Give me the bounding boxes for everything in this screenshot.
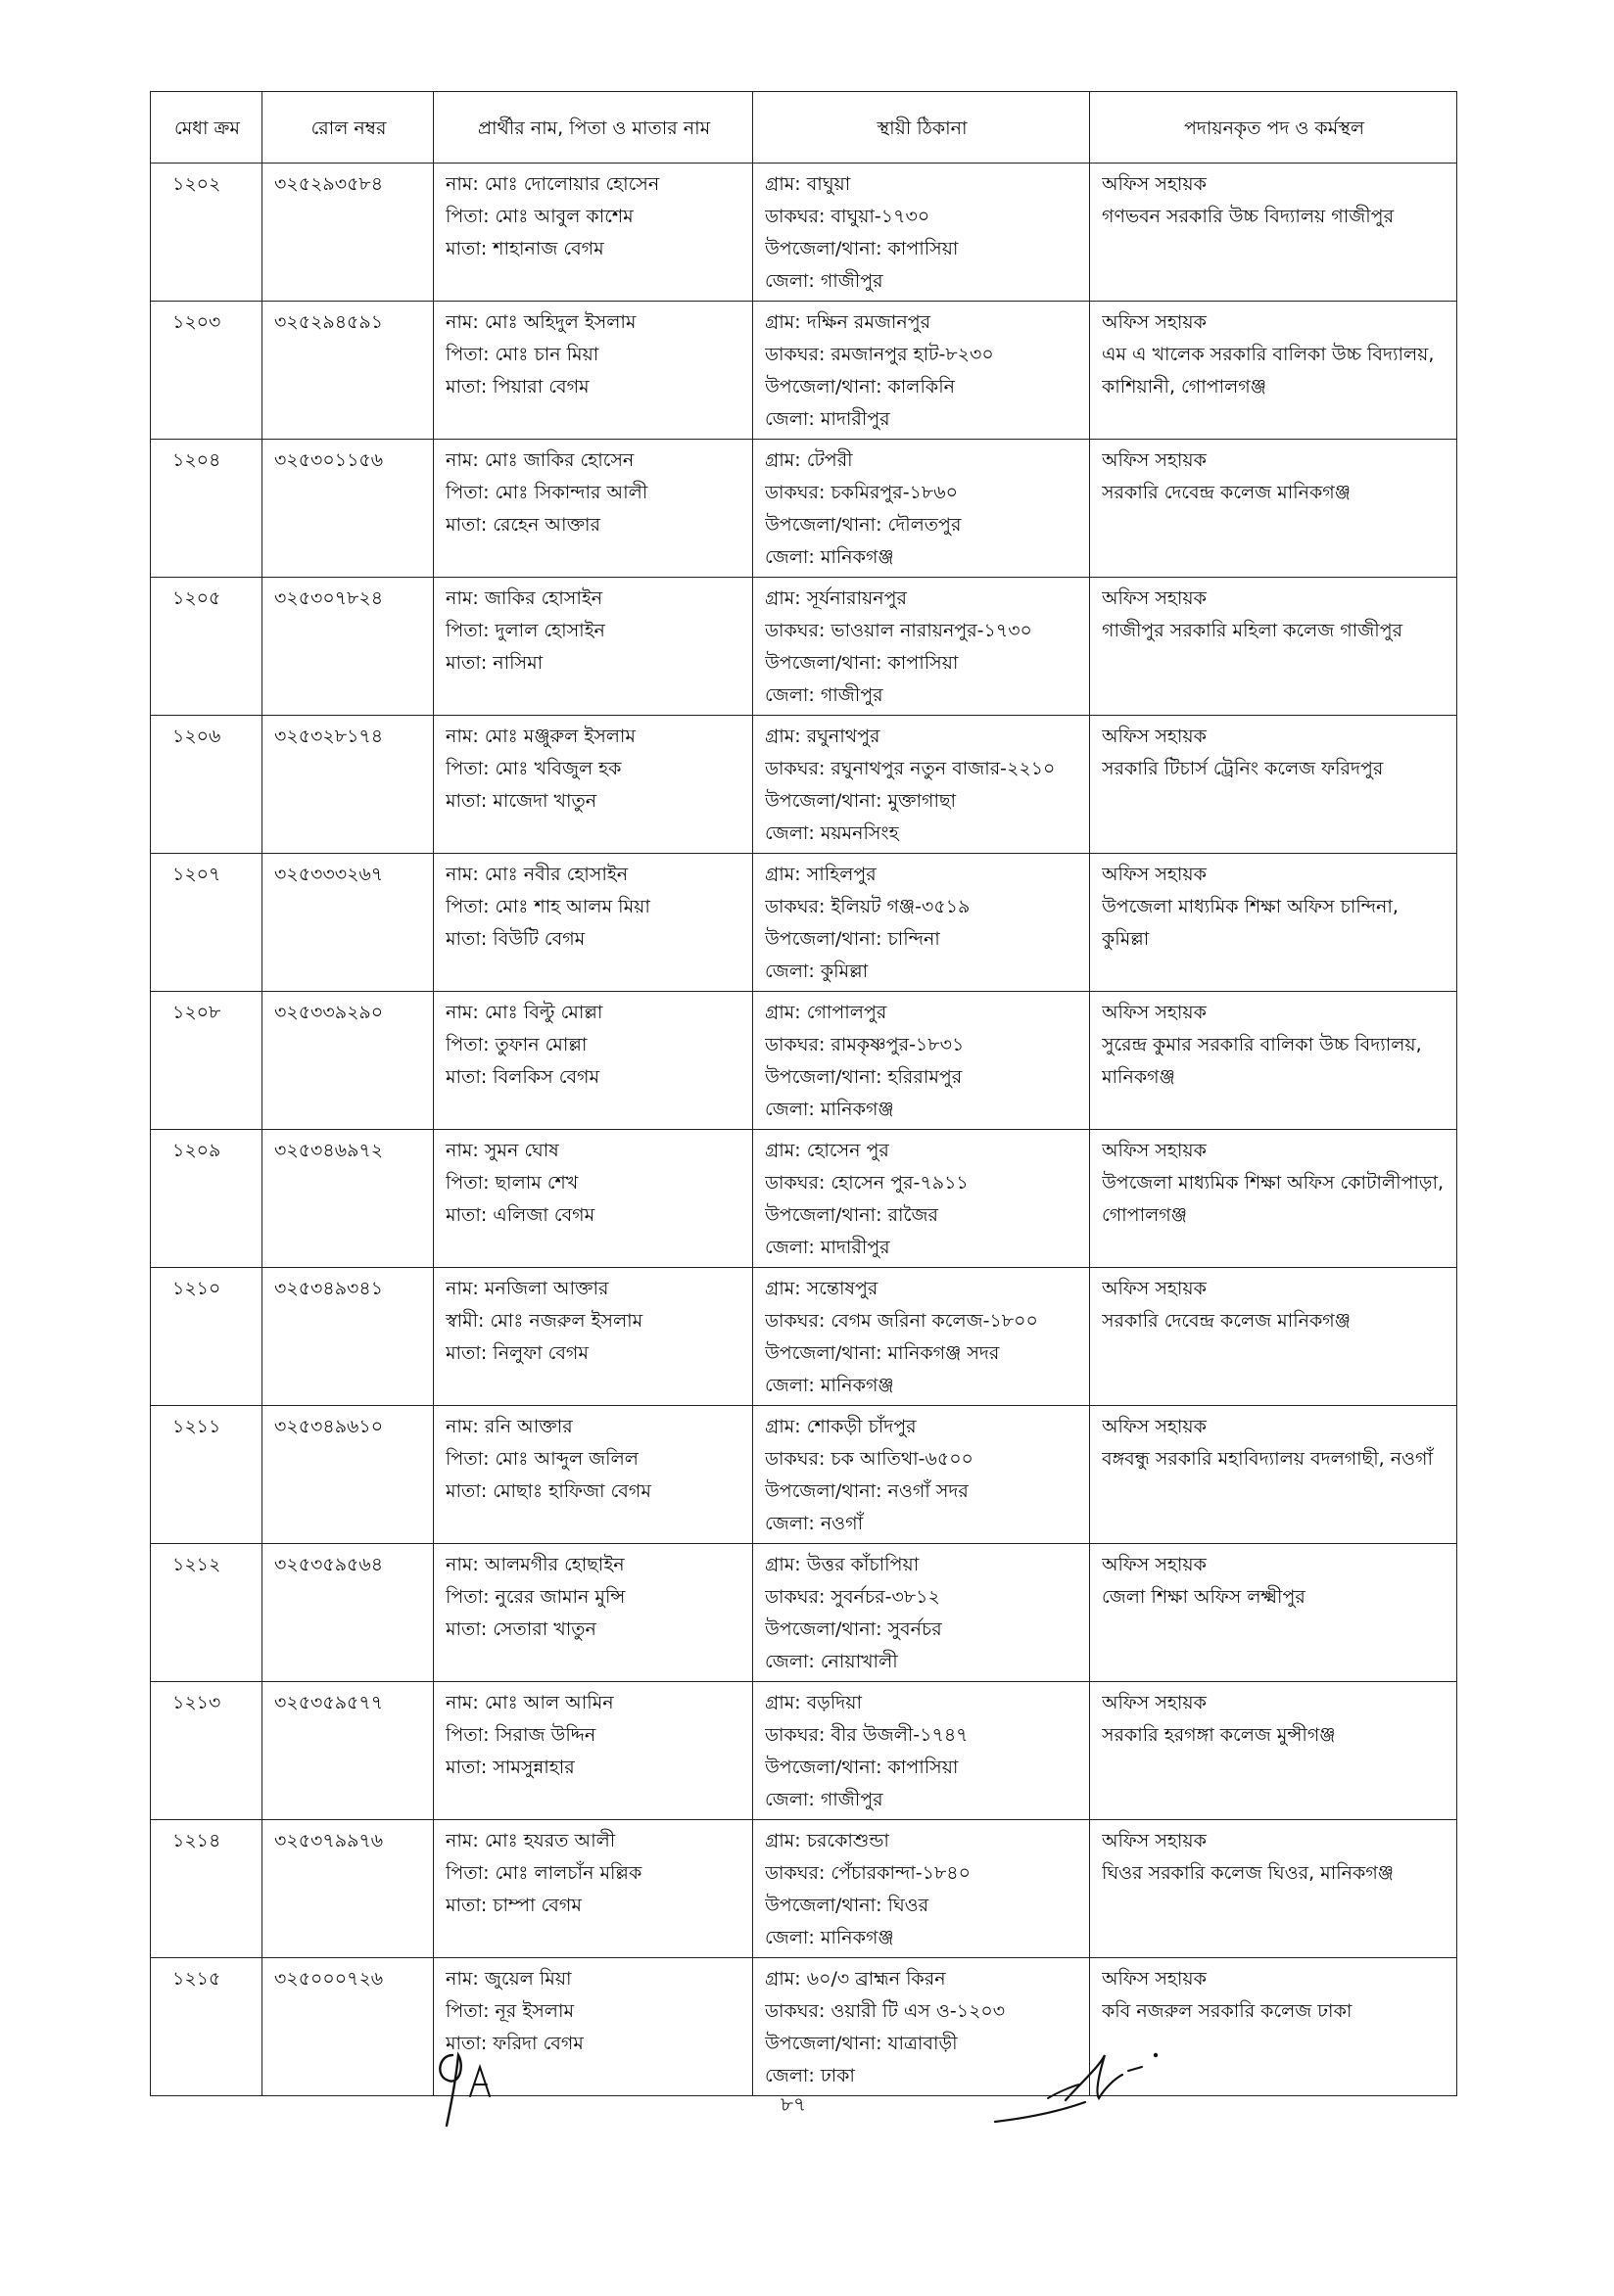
address-village: গ্রাম: সূর্যনারায়নপুর xyxy=(765,587,907,609)
candidate-name: নাম: মোঃ নবীর হোসাইন xyxy=(446,864,629,885)
header-address: স্থায়ী ঠিকানা xyxy=(753,92,1090,164)
permanent-address-cell xyxy=(753,578,1090,716)
address-district: জেলা: কুমিল্লা xyxy=(765,961,869,982)
merit-serial: ১২০২ xyxy=(151,164,262,302)
mother-name: মাতা: নাসিমা xyxy=(446,652,544,674)
address-post-office: ডাকঘর: রামকৃষ্ণপুর-১৮৩১ xyxy=(765,1034,965,1055)
table-row xyxy=(151,992,1457,1130)
roll-number: ৩২৫২৯৩৫৮৪ xyxy=(262,164,434,302)
table-row xyxy=(151,578,1457,716)
posting-workplace: উপজেলা মাধ্যমিক শিক্ষা অফিস চান্দিনা, কুমিল্লা xyxy=(1102,896,1399,950)
posting-workplace: জেলা শিক্ষা অফিস লক্ষ্মীপুর xyxy=(1102,1586,1305,1608)
posting-workplace: কবি নজরুল সরকারি কলেজ ঢাকা xyxy=(1102,2000,1353,2022)
address-village: গ্রাম: বড়দিয়া xyxy=(765,1692,862,1713)
candidate-name: নাম: আলমগীর হোছাইন xyxy=(446,1554,625,1575)
table-row xyxy=(151,440,1457,578)
candidate-names-cell xyxy=(434,1820,753,1958)
posting-designation: অফিস সহায়ক xyxy=(1102,449,1207,471)
merit-serial: ১২০৫ xyxy=(151,578,262,716)
address-village: গ্রাম: ৬০/৩ ব্রাহ্মন কিরন xyxy=(765,1968,946,1990)
candidate-name: নাম: মনজিলা আক্তার xyxy=(446,1278,609,1299)
roll-number: ৩২৫০০০৭২৬ xyxy=(262,1958,434,2096)
father-or-husband-name: পিতা: মোঃ শাহ আলম মিয়া xyxy=(446,896,650,917)
mother-name: মাতা: মাজেদা খাতুন xyxy=(446,790,597,812)
posting-workplace: সরকারি দেবেন্দ্র কলেজ মানিকগঞ্জ xyxy=(1102,482,1351,503)
permanent-address-cell xyxy=(753,1544,1090,1682)
address-district: জেলা: ময়মনসিংহ xyxy=(765,822,899,844)
roll-number: ৩২৫৩৩৩২৬৭ xyxy=(262,854,434,992)
permanent-address-cell xyxy=(753,302,1090,440)
posting-designation: অফিস সহায়ক xyxy=(1102,1416,1207,1437)
address-upazila: উপজেলা/থানা: ঘিওর xyxy=(765,1895,929,1916)
merit-serial: ১২১৪ xyxy=(151,1820,262,1958)
table-row xyxy=(151,1406,1457,1544)
table-row xyxy=(151,854,1457,992)
candidate-names-cell xyxy=(434,992,753,1130)
posting-cell xyxy=(1090,1820,1457,1958)
roll-number: ৩২৫৩৪৯৩৪১ xyxy=(262,1268,434,1406)
mother-name: মাতা: নিলুফা বেগম xyxy=(446,1342,589,1364)
candidate-names-cell xyxy=(434,1268,753,1406)
address-district: জেলা: ঢাকা xyxy=(765,2065,855,2086)
merit-serial: ১২১২ xyxy=(151,1544,262,1682)
address-post-office: ডাকঘর: ওয়ারী টি এস ও-১২০৩ xyxy=(765,2000,1006,2022)
roll-number: ৩২৫৩৫৯৫৭৭ xyxy=(262,1682,434,1820)
posting-cell xyxy=(1090,992,1457,1130)
table-row xyxy=(151,164,1457,302)
permanent-address-cell xyxy=(753,1820,1090,1958)
posting-workplace: উপজেলা মাধ্যমিক শিক্ষা অফিস কোটালীপাড়া, গোপালগঞ্জ xyxy=(1102,1172,1445,1226)
address-district: জেলা: গাজীপুর xyxy=(765,684,883,706)
posting-designation: অফিস সহায়ক xyxy=(1102,173,1207,195)
mother-name: মাতা: শাহানাজ বেগম xyxy=(446,238,604,259)
roll-number: ৩২৫৩৪৯৬১০ xyxy=(262,1406,434,1544)
merit-serial: ১২১১ xyxy=(151,1406,262,1544)
address-post-office: ডাকঘর: সুবর্নচর-৩৮১২ xyxy=(765,1586,940,1608)
address-post-office: ডাকঘর: ইলিয়ট গঞ্জ-৩৫১৯ xyxy=(765,896,971,917)
mother-name: মাতা: সেতারা খাতুন xyxy=(446,1618,596,1640)
father-or-husband-name: পিতা: মোঃ লালচাঁন মল্লিক xyxy=(446,1862,642,1884)
handwritten-signature xyxy=(989,2041,1185,2139)
table-row xyxy=(151,716,1457,854)
father-or-husband-name: পিতা: সিরাজ উদ্দিন xyxy=(446,1724,596,1746)
candidate-name: নাম: রনি আক্তার xyxy=(446,1416,573,1437)
appointment-table xyxy=(150,91,1457,2096)
address-post-office: ডাকঘর: পেঁচারকান্দা-১৮৪০ xyxy=(765,1862,971,1884)
candidate-name: নাম: মোঃ আল আমিন xyxy=(446,1692,614,1713)
roll-number: ৩২৫৩৪৬৯৭২ xyxy=(262,1130,434,1268)
address-village: গ্রাম: চরকোশুন্ডা xyxy=(765,1830,889,1851)
table-body xyxy=(151,164,1457,2096)
merit-serial: ১২০৪ xyxy=(151,440,262,578)
posting-workplace: বঙ্গবন্ধু সরকারি মহাবিদ্যালয় বদলগাছী, নওগাঁ xyxy=(1102,1448,1434,1470)
posting-cell xyxy=(1090,1268,1457,1406)
candidate-name: নাম: মোঃ জাকির হোসেন xyxy=(446,449,635,471)
merit-serial: ১২০৭ xyxy=(151,854,262,992)
address-upazila: উপজেলা/থানা: নওগাঁ সদর xyxy=(765,1480,969,1502)
header-names: প্রার্থীর নাম, পিতা ও মাতার নাম xyxy=(434,92,753,164)
mother-name: মাতা: ফরিদা বেগম xyxy=(446,2033,584,2054)
candidate-names-cell xyxy=(434,1682,753,1820)
candidate-name: নাম: মোঃ বিল্টু মোল্লা xyxy=(446,1002,603,1023)
address-post-office: ডাকঘর: চক আতিথা-৬৫০০ xyxy=(765,1448,973,1470)
header-serial: মেধা ক্রম xyxy=(151,92,262,164)
candidate-name: নাম: জুয়েল মিয়া xyxy=(446,1968,572,1990)
address-village: গ্রাম: গোপালপুর xyxy=(765,1002,887,1023)
permanent-address-cell xyxy=(753,164,1090,302)
posting-designation: অফিস সহায়ক xyxy=(1102,726,1207,747)
posting-designation: অফিস সহায়ক xyxy=(1102,1968,1207,1990)
merit-serial: ১২০৩ xyxy=(151,302,262,440)
table-row xyxy=(151,1820,1457,1958)
merit-serial: ১২০৮ xyxy=(151,992,262,1130)
father-or-husband-name: পিতা: নুরের জামান মুন্সি xyxy=(446,1586,626,1608)
posting-cell xyxy=(1090,1544,1457,1682)
address-upazila: উপজেলা/থানা: কাপাসিয়া xyxy=(765,1757,959,1778)
posting-workplace: সরকারি দেবেন্দ্র কলেজ মানিকগঞ্জ xyxy=(1102,1310,1351,1332)
address-upazila: উপজেলা/থানা: হরিরামপুর xyxy=(765,1066,963,1088)
posting-designation: অফিস সহায়ক xyxy=(1102,1830,1207,1851)
candidate-names-cell xyxy=(434,1130,753,1268)
roll-number: ৩২৫৩৭৯৯৭৬ xyxy=(262,1820,434,1958)
candidate-name: নাম: সুমন ঘোষ xyxy=(446,1140,559,1161)
father-or-husband-name: পিতা: ছালাম শেখ xyxy=(446,1172,579,1194)
address-district: জেলা: মাদারীপুর xyxy=(765,1237,890,1258)
mother-name: মাতা: পিয়ারা বেগম xyxy=(446,376,590,398)
posting-designation: অফিস সহায়ক xyxy=(1102,1554,1207,1575)
posting-workplace: গণভবন সরকারি উচ্চ বিদ্যালয় গাজীপুর xyxy=(1102,206,1395,227)
address-upazila: উপজেলা/থানা: চান্দিনা xyxy=(765,928,940,950)
address-post-office: ডাকঘর: হোসেন পুর-৭৯১১ xyxy=(765,1172,969,1194)
candidate-names-cell xyxy=(434,440,753,578)
posting-workplace: সরকারি হরগঙ্গা কলেজ মুন্সীগঞ্জ xyxy=(1102,1724,1336,1746)
mother-name: মাতা: এলিজা বেগম xyxy=(446,1204,595,1226)
address-village: গ্রাম: বাঘুয়া xyxy=(765,173,851,195)
table-row xyxy=(151,302,1457,440)
merit-serial: ১২০৬ xyxy=(151,716,262,854)
handwritten-initials xyxy=(431,2041,519,2130)
posting-cell xyxy=(1090,1682,1457,1820)
father-or-husband-name: পিতা: মোঃ খবিজুল হক xyxy=(446,758,622,779)
header-roll: রোল নম্বর xyxy=(262,92,434,164)
address-village: গ্রাম: রঘুনাথপুর xyxy=(765,726,880,747)
address-post-office: ডাকঘর: বেগম জরিনা কলেজ-১৮০০ xyxy=(765,1310,1038,1332)
address-upazila: উপজেলা/থানা: সুবর্নচর xyxy=(765,1618,942,1640)
address-upazila: উপজেলা/থানা: কালকিনি xyxy=(765,376,955,398)
posting-designation: অফিস সহায়ক xyxy=(1102,1002,1207,1023)
address-village: গ্রাম: সাহিলপুর xyxy=(765,864,877,885)
candidate-name: নাম: মোঃ মঞ্জুরুল ইসলাম xyxy=(446,726,636,747)
posting-designation: অফিস সহায়ক xyxy=(1102,1140,1207,1161)
posting-designation: অফিস সহায়ক xyxy=(1102,1278,1207,1299)
address-district: জেলা: গাজীপুর xyxy=(765,1789,883,1810)
posting-cell xyxy=(1090,164,1457,302)
roll-number: ৩২৫৩০১১৫৬ xyxy=(262,440,434,578)
permanent-address-cell xyxy=(753,1406,1090,1544)
address-upazila: উপজেলা/থানা: মানিকগঞ্জ সদর xyxy=(765,1342,1000,1364)
table-row xyxy=(151,1958,1457,2096)
father-or-husband-name: পিতা: নূর ইসলাম xyxy=(446,2000,575,2022)
address-district: জেলা: গাজীপুর xyxy=(765,270,883,292)
father-or-husband-name: পিতা: মোঃ চান মিয়া xyxy=(446,344,599,365)
posting-cell xyxy=(1090,1406,1457,1544)
address-post-office: ডাকঘর: বীর উজলী-১৭৪৭ xyxy=(765,1724,969,1746)
posting-workplace: এম এ খালেক সরকারি বালিকা উচ্চ বিদ্যালয়, কাশিয়ানী, গোপালগঞ্জ xyxy=(1102,344,1435,398)
candidate-names-cell xyxy=(434,854,753,992)
table-row xyxy=(151,1268,1457,1406)
posting-workplace: ঘিওর সরকারি কলেজ ঘিওর, মানিকগঞ্জ xyxy=(1102,1862,1395,1884)
address-district: জেলা: নোয়াখালী xyxy=(765,1651,898,1672)
address-upazila: উপজেলা/থানা: মুক্তাগাছা xyxy=(765,790,957,812)
address-upazila: উপজেলা/থানা: যাত্রাবাড়ী xyxy=(765,2033,958,2054)
table-row xyxy=(151,1544,1457,1682)
address-village: গ্রাম: উত্তর কাঁচাপিয়া xyxy=(765,1554,920,1575)
candidate-name: নাম: জাকির হোসাইন xyxy=(446,587,603,609)
address-post-office: ডাকঘর: রমজানপুর হাট-৮২৩০ xyxy=(765,344,994,365)
candidate-name: নাম: মোঃ হযরত আলী xyxy=(446,1830,616,1851)
address-district: জেলা: মানিকগঞ্জ xyxy=(765,1099,894,1120)
roll-number: ৩২৫৩৫৯৫৬৪ xyxy=(262,1544,434,1682)
father-or-husband-name: পিতা: মোঃ আবুল কাশেম xyxy=(446,206,634,227)
roll-number: ৩২৫৩২৮১৭৪ xyxy=(262,716,434,854)
candidate-name: নাম: মোঃ দোলোয়ার হোসেন xyxy=(446,173,660,195)
father-or-husband-name: পিতা: মোঃ সিকান্দার আলী xyxy=(446,482,648,503)
mother-name: মাতা: বিউটি বেগম xyxy=(446,928,586,950)
address-village: গ্রাম: টেপরী xyxy=(765,449,853,471)
posting-designation: অফিস সহায়ক xyxy=(1102,311,1207,333)
permanent-address-cell xyxy=(753,716,1090,854)
table-row xyxy=(151,1682,1457,1820)
address-post-office: ডাকঘর: বাঘুয়া-১৭৩০ xyxy=(765,206,930,227)
merit-serial: ১২১৩ xyxy=(151,1682,262,1820)
posting-cell xyxy=(1090,440,1457,578)
posting-cell xyxy=(1090,1130,1457,1268)
permanent-address-cell xyxy=(753,440,1090,578)
candidate-name: নাম: মোঃ অহিদুল ইসলাম xyxy=(446,311,637,333)
roll-number: ৩২৫৩৩৯২৯০ xyxy=(262,992,434,1130)
mother-name: মাতা: মোছাঃ হাফিজা বেগম xyxy=(446,1480,651,1502)
posting-cell xyxy=(1090,854,1457,992)
permanent-address-cell xyxy=(753,1682,1090,1820)
address-upazila: উপজেলা/থানা: রাজৈর xyxy=(765,1204,938,1226)
posting-cell xyxy=(1090,716,1457,854)
candidate-names-cell xyxy=(434,716,753,854)
posting-cell xyxy=(1090,578,1457,716)
address-village: গ্রাম: দক্ষিন রমজানপুর xyxy=(765,311,931,333)
address-upazila: উপজেলা/থানা: কাপাসিয়া xyxy=(765,238,959,259)
address-district: জেলা: মাদারীপুর xyxy=(765,408,890,430)
address-upazila: উপজেলা/থানা: কাপাসিয়া xyxy=(765,652,959,674)
father-or-husband-name: পিতা: দুলাল হোসাইন xyxy=(446,620,605,641)
candidate-names-cell xyxy=(434,1406,753,1544)
roll-number: ৩২৫২৯৪৫৯১ xyxy=(262,302,434,440)
permanent-address-cell xyxy=(753,854,1090,992)
candidate-names-cell xyxy=(434,164,753,302)
table-row xyxy=(151,1130,1457,1268)
posting-designation: অফিস সহায়ক xyxy=(1102,864,1207,885)
posting-designation: অফিস সহায়ক xyxy=(1102,587,1207,609)
merit-serial: ১২১০ xyxy=(151,1268,262,1406)
address-district: জেলা: মানিকগঞ্জ xyxy=(765,546,894,568)
permanent-address-cell xyxy=(753,992,1090,1130)
mother-name: মাতা: বিলকিস বেগম xyxy=(446,1066,600,1088)
mother-name: মাতা: রেহেন আক্তার xyxy=(446,514,601,536)
page-number: ৮৭ xyxy=(781,2092,806,2116)
address-post-office: ডাকঘর: ভাওয়াল নারায়নপুর-১৭৩০ xyxy=(765,620,1032,641)
table-header-row xyxy=(151,92,1457,164)
address-district: জেলা: নওগাঁ xyxy=(765,1513,864,1534)
roll-number: ৩২৫৩০৭৮২৪ xyxy=(262,578,434,716)
posting-workplace: গাজীপুর সরকারি মহিলা কলেজ গাজীপুর xyxy=(1102,620,1403,641)
candidate-names-cell xyxy=(434,1544,753,1682)
address-upazila: উপজেলা/থানা: দৌলতপুর xyxy=(765,514,962,536)
father-or-husband-name: পিতা: তুফান মোল্লা xyxy=(446,1034,588,1055)
permanent-address-cell xyxy=(753,1130,1090,1268)
posting-designation: অফিস সহায়ক xyxy=(1102,1692,1207,1713)
merit-serial: ১২০৯ xyxy=(151,1130,262,1268)
posting-cell xyxy=(1090,302,1457,440)
merit-serial: ১২১৫ xyxy=(151,1958,262,2096)
mother-name: মাতা: সামসুন্নাহার xyxy=(446,1757,575,1778)
address-village: গ্রাম: হোসেন পুর xyxy=(765,1140,889,1161)
mother-name: মাতা: চাম্পা বেগম xyxy=(446,1895,582,1916)
address-post-office: ডাকঘর: রঘুনাথপুর নতুন বাজার-২২১০ xyxy=(765,758,1056,779)
permanent-address-cell xyxy=(753,1268,1090,1406)
candidate-names-cell xyxy=(434,578,753,716)
address-district: জেলা: মানিকগঞ্জ xyxy=(765,1375,894,1396)
candidate-names-cell xyxy=(434,302,753,440)
address-district: জেলা: মানিকগঞ্জ xyxy=(765,1927,894,1948)
address-village: গ্রাম: সন্তোষপুর xyxy=(765,1278,878,1299)
father-or-husband-name: স্বামী: মোঃ নজরুল ইসলাম xyxy=(446,1310,643,1332)
address-post-office: ডাকঘর: চকমিরপুর-১৮৬০ xyxy=(765,482,958,503)
header-posting: পদায়নকৃত পদ ও কর্মস্থল xyxy=(1090,92,1457,164)
posting-workplace: সুরেন্দ্র কুমার সরকারি বালিকা উচ্চ বিদ্যালয়, মানিকগঞ্জ xyxy=(1102,1034,1422,1088)
posting-workplace: সরকারি টিচার্স ট্রেনিং কলেজ ফরিদপুর xyxy=(1102,758,1384,779)
father-or-husband-name: পিতা: মোঃ আব্দুল জলিল xyxy=(446,1448,639,1470)
address-village: গ্রাম: শোকড়ী চাঁদপুর xyxy=(765,1416,917,1437)
